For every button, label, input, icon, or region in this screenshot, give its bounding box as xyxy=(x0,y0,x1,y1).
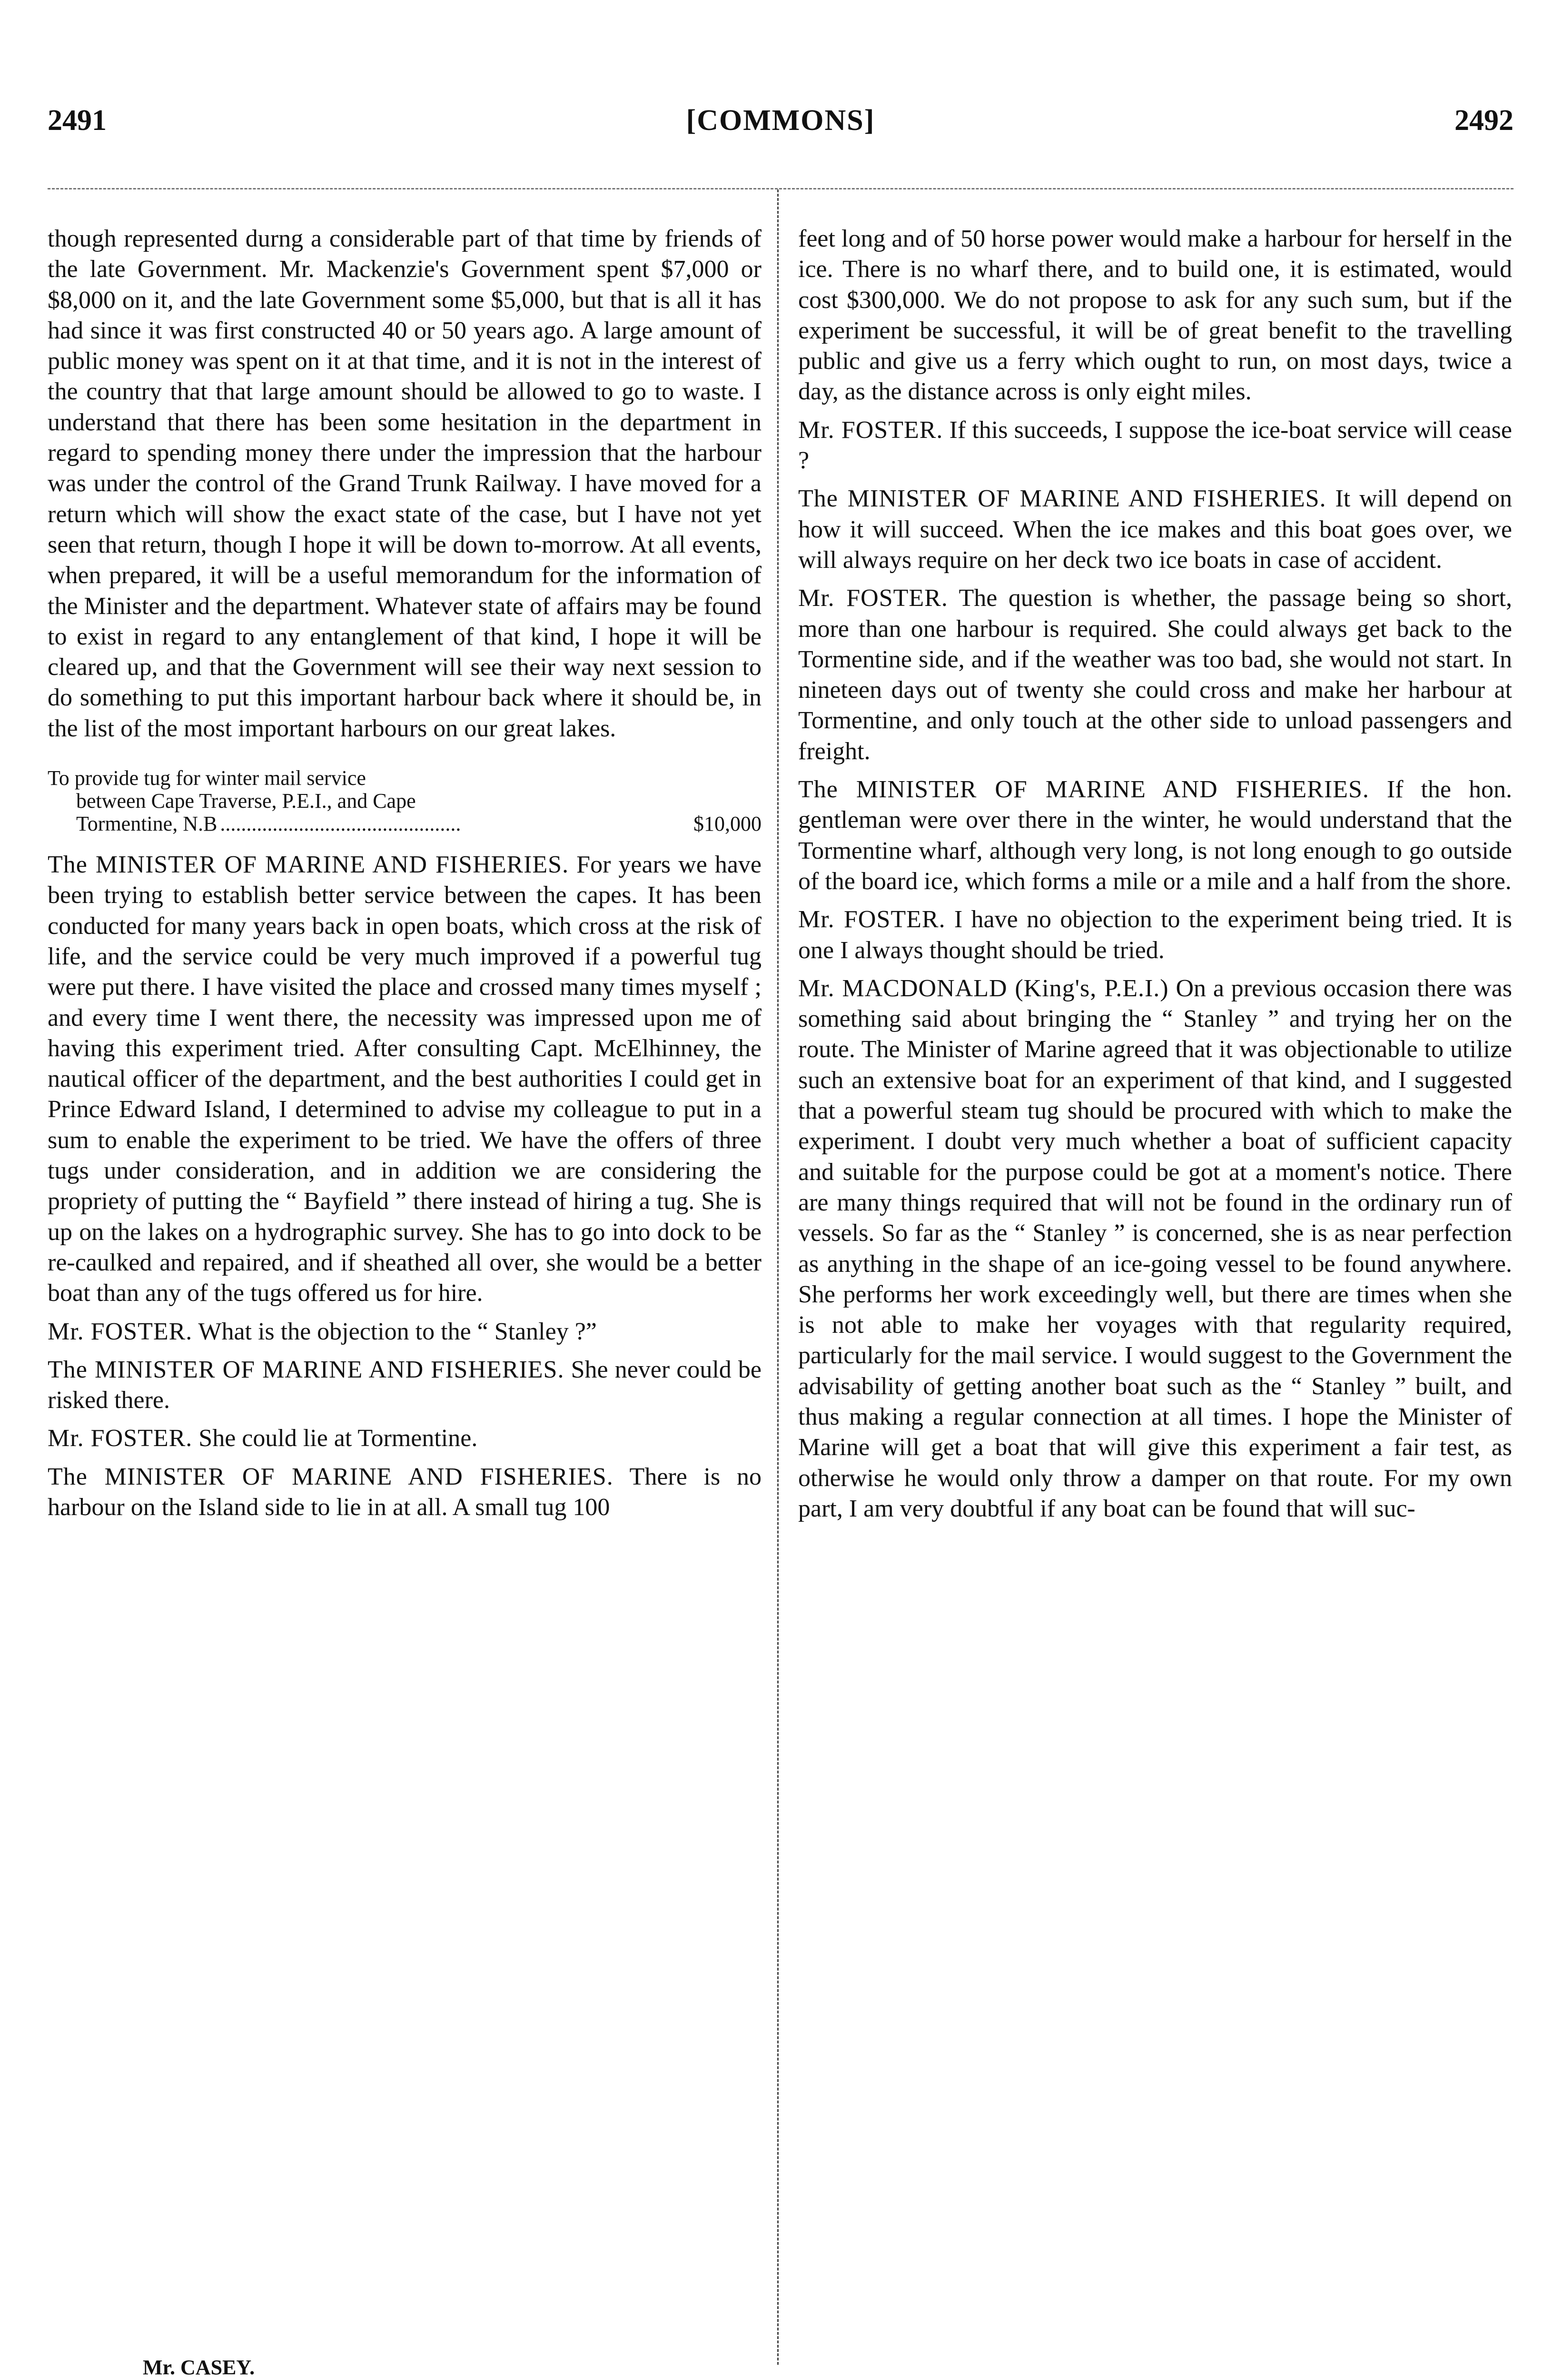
page-number-left: 2491 xyxy=(48,104,107,137)
paragraph xyxy=(798,583,1512,767)
item-leader: .............................................. xyxy=(220,813,461,836)
speech-text: There is no harbour on the Island side to lie in at all. A small tug 100 xyxy=(48,1463,762,1521)
page-number-right: 2492 xyxy=(1454,104,1514,137)
speech-text: If this succeeds, I suppose the ice-boat service will cease ? xyxy=(798,416,1512,475)
paragraph: feet long and of 50 horse power would make a harbour for herself in the ice. There is no wharf there, and to build one, it is estimated, would cost $300,000. We do not propose to ask for any such sum, but if the experiment be successful, it will be of great benefit to the travelling public and give us a ferry which ought to run, on most days, twice a day, as the distance across is only eight miles. xyxy=(798,225,1512,406)
speaker-name: Mr. FOSTER. xyxy=(798,416,943,444)
left-column xyxy=(48,224,762,2318)
paragraph xyxy=(798,973,1512,1524)
speech-text: It will depend on how it will succeed. When the ice makes and this boat goes over, we will always require on her deck two ice boats in case of accident. xyxy=(798,485,1512,574)
paragraph xyxy=(798,774,1512,897)
speech-text: She could lie at Tormentine. xyxy=(192,1425,478,1452)
item-line: To provide tug for winter mail service xyxy=(48,766,366,790)
speaker-name: Mr. FOSTER. xyxy=(798,585,948,612)
item-amount: $10,000 xyxy=(693,812,762,836)
item-line xyxy=(48,813,762,835)
paragraph xyxy=(798,484,1512,575)
speaker-name: The MINISTER OF MARINE AND FISHERIES. xyxy=(798,485,1326,513)
right-column xyxy=(798,224,1512,2318)
speech-text: I have no objection to the experiment being tried. It is one I always thought should be tried. xyxy=(798,906,1512,964)
speech-text: What is the objection to the “ Stanley ?” xyxy=(192,1318,597,1345)
page-header xyxy=(48,104,1514,147)
speaker-name: The MINISTER OF MARINE AND FISHERIES. xyxy=(48,1356,564,1383)
page-title: [COMMONS] xyxy=(686,104,875,137)
speaker-name: Mr. FOSTER. xyxy=(798,906,946,933)
paragraph: though represented durng a considerable part of that time by friends of the late Government. Mr. Mackenzie's Government spent $7,000 or $8,000 on it, and the late Government some $5,000, but that is all it has had since it was first constructed 40 or 50 years ago. A large amount of public money was spent on it at that time, and it is not in the interest of the country that that large amount should be allowed to go to waste. I understand that there has been some hesitation in the department in regard to spending money there under the impression that the harbour was under the control of the Grand Trunk Railway. I have moved for a return which will show the exact state of the case, but I have not yet seen that return, though I hope it will be down to-morrow. At all events, when prepared, it will be a useful memorandum for the information of the Minister and the department. Whatever state of affairs may be found to exist in regard to any entanglement of that kind, I hope it will be cleared up, and that the Government will see their way next session to do something to put this important harbour back where it should be, in the list of the most important harbours on our great lakes. xyxy=(48,225,762,742)
speaker-name: Mr. FOSTER. xyxy=(48,1425,193,1452)
paragraph xyxy=(48,1462,762,1523)
speaker-name: Mr. FOSTER. xyxy=(48,1318,193,1345)
paragraph xyxy=(48,1423,762,1454)
paragraph xyxy=(48,1355,762,1416)
speaker-name: The MINISTER OF MARINE AND FISHERIES. xyxy=(798,776,1369,803)
speech-text: She never could be risked there. xyxy=(48,1356,762,1414)
paragraph xyxy=(798,415,1512,476)
speaker-name: The MINISTER OF MARINE AND FISHERIES. xyxy=(48,1463,613,1490)
footer-speaker: Mr. CASEY. xyxy=(143,2356,255,2379)
item-line: between Cape Traverse, P.E.I., and Cape xyxy=(76,789,416,813)
speech-text: On a previous occasion there was something said about bringing the “ Stanley ” and trying her on the route. The Minister of Marine agreed that it was objectionable to utilize such an extensive boat for an experiment of that kind, and I suggested that a powerful steam tug should be procured with which to make the experiment. I doubt very much whether a boat of sufficient capacity and suitable for the purpose could be got at a moment's notice. There are many things required that will not be found in the ordinary run of vessels. So far as the “ Stanley ” is concerned, she is as near perfection as anything in the shape of an ice-going vessel to be found anywhere. She performs her work exceedingly well, but there are times when she is not able to make her voyages with that regularity required, particularly for the mail service. I would suggest to the Government the advisability of getting another boat such as the “ Stanley ” built, and thus making a regular connection at all times. I hope the Minister of Marine will get a boat that will give this experiment a fair test, as otherwise he would only throw a damper on that route. For my own part, I am very doubtful if any boat can be found that will suc- xyxy=(798,974,1512,1522)
speaker-name: The MINISTER OF MARINE AND FISHERIES. xyxy=(48,851,569,879)
estimate-item xyxy=(48,767,762,835)
speech-text: For years we have been trying to establish better service between the capes. It has been conducted for many years back in open boats, which cross at the risk of life, and the service could be very much improved if a powerful tug were put there. I have visited the place and crossed many times myself ; and every time I went there, the necessity was impressed upon me of having this experiment tried. After consulting Capt. McElhinney, the nautical officer of the department, and the best authorities I could get in Prince Edward Island, I determined to advise my colleague to put in a sum to enable the experiment to be tried. We have the offers of three tugs under consideration, and in addition we are considering the propriety of putting the “ Bayfield ” there instead of hiring a tug. She is up on the lakes on a hydrographic survey. She has to go into dock to be re-caulked and repaired, and if sheathed all over, she would be a better boat than any of the tugs offered us for hire. xyxy=(48,851,762,1307)
paragraph xyxy=(798,904,1512,966)
column-divider xyxy=(777,189,779,2365)
header-rule xyxy=(48,188,1514,189)
speech-text: The question is whether, the passage being so short, more than one harbour is required. She could always get back to the Tormentine side, and if the weather was too bad, she would not start. In nineteen days out of twenty she could cross and make her harbour at Tormentine, and only touch at the other side to unload passengers and freight. xyxy=(798,585,1512,765)
paragraph xyxy=(48,850,762,1309)
item-text: Tormentine, N.B xyxy=(76,812,218,836)
speaker-name: Mr. MACDONALD (King's, P.E.I.) xyxy=(798,974,1169,1002)
speech-text: If the hon. gentleman were over there in the winter, he would understand that the Tormentine wharf, although very long, is not long enough to go outside of the board ice, which forms a mile or a mile and a half from the shore. xyxy=(798,776,1512,895)
paragraph xyxy=(48,1317,762,1347)
